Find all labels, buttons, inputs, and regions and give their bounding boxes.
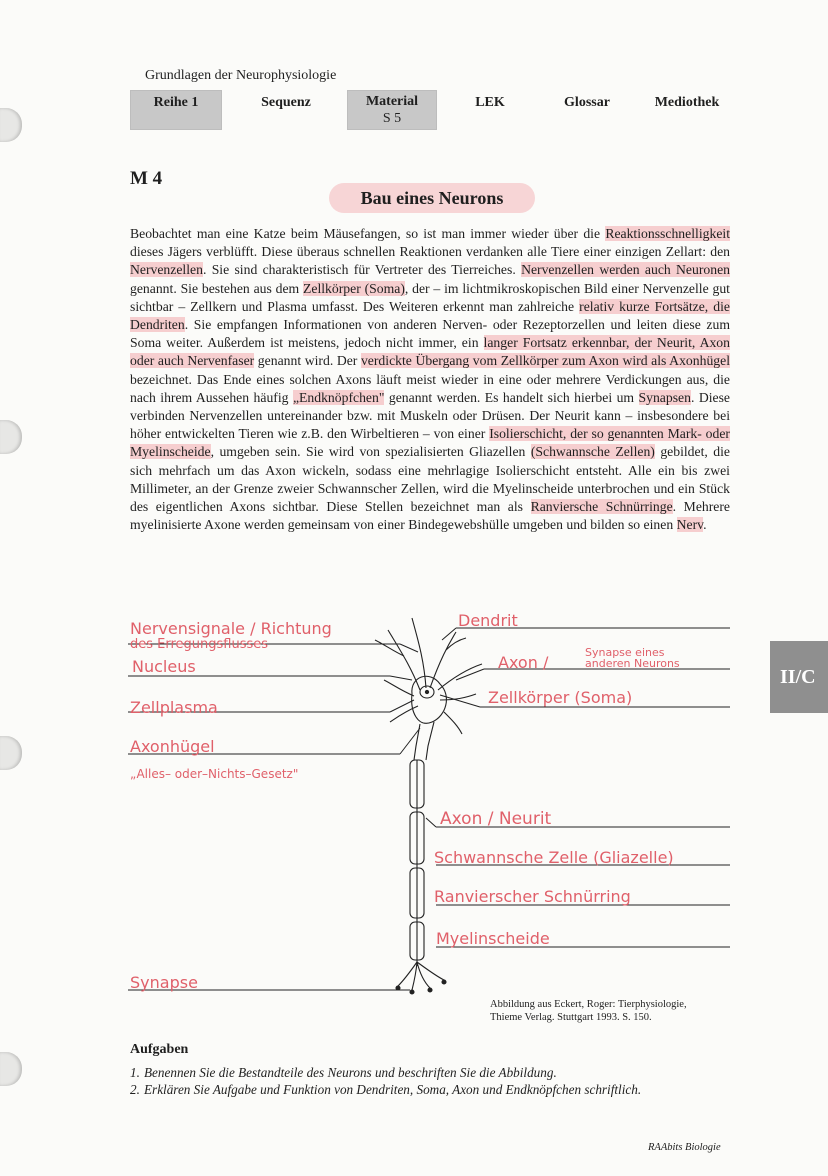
label-dendrit: Dendrit bbox=[458, 611, 518, 630]
nav-reihe[interactable]: Reihe 1 bbox=[130, 90, 222, 130]
highlighted-text: (Schwannsche Zellen) bbox=[530, 444, 655, 460]
highlighted-text: Isolierschicht, der so genannten Mark- oder Myelinscheide bbox=[130, 426, 730, 460]
material-code: M 4 bbox=[130, 168, 163, 189]
highlighted-text: verdickte Übergang vom Zellkörper zum Axon wird als Axonhügel bbox=[360, 353, 731, 369]
paragraph-text: , umgeben sein. Sie wird von spezialisierten Gliazellen bbox=[210, 444, 531, 460]
paragraph-text: . Diese verbinden Nervenzellen untereinander bzw. mit Muskeln oder Drüsen. Der Neurit kann – insbesondere bei höher entwickelten Tieren wie z.B. den Wirbeltieren – von einer bbox=[130, 389, 730, 442]
highlighted-text: Reaktionsschnelligkeit bbox=[605, 226, 730, 241]
label-zellkoerper: Zellkörper (Soma) bbox=[488, 688, 633, 707]
figure-caption: Abbildung aus Eckert, Roger: Tierphysiologie, Thieme Verlag. Stuttgart 1993. S. 150. bbox=[490, 999, 687, 1023]
nav-material[interactable]: Material S 5 bbox=[347, 90, 437, 130]
nav-sequenz[interactable]: Sequenz bbox=[261, 95, 311, 110]
paragraph-text: Beobachtet man eine Katze beim Mäusefangen, so ist man immer wieder über die bbox=[130, 226, 606, 241]
paragraph-text: gebildet, die sich mehrfach um das Axon wickeln, sodass eine mehrlagige Isolierschicht entsteht. Alle ein bis zwei Millimeter, an der Grenze zweier Schwannscher Zellen, wird die Myelinscheide unterbrochen und ein Stück des eigentlichen Axons sichtbar. Diese Stellen bezeichnet man als bbox=[130, 444, 730, 515]
label-schwannsche-zelle: Schwannsche Zelle (Gliazelle) bbox=[434, 848, 674, 867]
label-synapse: Synapse bbox=[130, 973, 198, 992]
highlighted-text: relativ kurze Fortsätze, die Dendriten bbox=[130, 298, 730, 333]
tasks-list bbox=[130, 1064, 730, 1098]
label-myelinscheide: Myelinscheide bbox=[436, 929, 550, 948]
highlighted-text: Synapsen bbox=[638, 389, 691, 405]
label-axonhuegel: Axonhügel bbox=[130, 737, 215, 756]
series-title: Grundlagen der Neurophysiologie bbox=[145, 68, 337, 83]
highlighted-text: Ranviersche Schnürringe bbox=[530, 499, 673, 515]
label-nervensignale: Nervensignale / Richtung bbox=[130, 619, 332, 638]
label-zellplasma: Zellplasma bbox=[130, 698, 218, 717]
paragraph-text: genannt. Sie bestehen aus dem bbox=[130, 280, 304, 296]
handwritten-labels bbox=[130, 611, 680, 992]
nav-glossar[interactable]: Glossar bbox=[564, 95, 610, 110]
highlighted-text: „Endknöpfchen" bbox=[292, 389, 385, 405]
highlighted-text: Nerv bbox=[676, 517, 704, 533]
nav-mediothek[interactable]: Mediothek bbox=[654, 95, 720, 110]
task-item: 2. Erklären Sie Aufgabe und Funktion von Dendriten, Soma, Axon und Endknöpfchen schriftlich. bbox=[130, 1082, 642, 1097]
task-item: 1. Benennen Sie die Bestandteile des Neurons und beschriften Sie die Abbildung. bbox=[130, 1065, 557, 1080]
label-lines bbox=[128, 628, 730, 990]
paragraph-text: . Sie empfangen Informationen von anderen Nerven- oder Rezeptorzellen und leiten diese zum Soma weiter. Außerdem ist meistens, jedoch nicht immer, ein bbox=[130, 317, 730, 351]
nav-lek[interactable]: LEK bbox=[475, 95, 505, 110]
label-nucleus: Nucleus bbox=[132, 657, 196, 676]
label-erregungsfluss: des Erregungsflusses bbox=[130, 637, 269, 652]
highlighted-text: langer Fortsatz erkennbar, der Neurit, Axon oder auch Nervenfaser bbox=[130, 335, 730, 369]
highlighted-text: Zellkörper (Soma) bbox=[303, 280, 405, 296]
label-alles-oder-nichts: „Alles– oder–Nichts–Gesetz" bbox=[130, 767, 299, 781]
tasks-heading: Aufgaben bbox=[130, 1042, 189, 1057]
highlighted-text: Nervenzellen bbox=[130, 262, 203, 278]
paragraph-text: . Mehrere myelinisierte Axone werden gemeinsam von einer Bindegewebshülle umgeben und bilden so einen bbox=[130, 499, 731, 533]
page-heading: Bau eines Neurons bbox=[329, 183, 535, 213]
label-synapse-eines: Synapse eines bbox=[585, 646, 665, 659]
paragraph-text: bezeichnet. Das Ende eines solchen Axons läuft meist wieder in eine oder mehrere Verdickungen aus, die nach ihrem Aussehen häufig bbox=[130, 371, 730, 405]
paragraph-text: . Sie sind charakteristisch für Vertreter des Tierreiches. bbox=[202, 262, 522, 278]
label-ranvierscher-schnuerring: Ranvierscher Schnürring bbox=[434, 887, 631, 906]
label-anderen-neurons: anderen Neurons bbox=[585, 657, 680, 670]
paragraph-text: dieses Jägers verblüfft. Diese überaus schnellen Reaktionen verdanken alle Tiere einer einzigen Zellart: den bbox=[130, 244, 730, 260]
highlighted-text: Nervenzellen werden auch Neuronen bbox=[521, 262, 730, 278]
paragraph-text: genannt werden. Es handelt sich hierbei um bbox=[384, 389, 639, 405]
footer-brand: RAAbits Biologie bbox=[648, 1142, 721, 1153]
label-axon-neurit: Axon / Neurit bbox=[440, 809, 552, 829]
paragraph-text: . bbox=[703, 517, 707, 533]
paragraph-text: , der – im lichtmikroskopischen Bild einer Nervenzelle gut sichtbar – Zellkern und Plasma umfasst. Des Weiteren erkennt man zahlreiche bbox=[130, 280, 730, 314]
paragraph-text: genannt wird. Der bbox=[254, 353, 361, 369]
label-axon-top: Axon / bbox=[498, 653, 549, 672]
chapter-tab: II/C bbox=[770, 641, 828, 713]
